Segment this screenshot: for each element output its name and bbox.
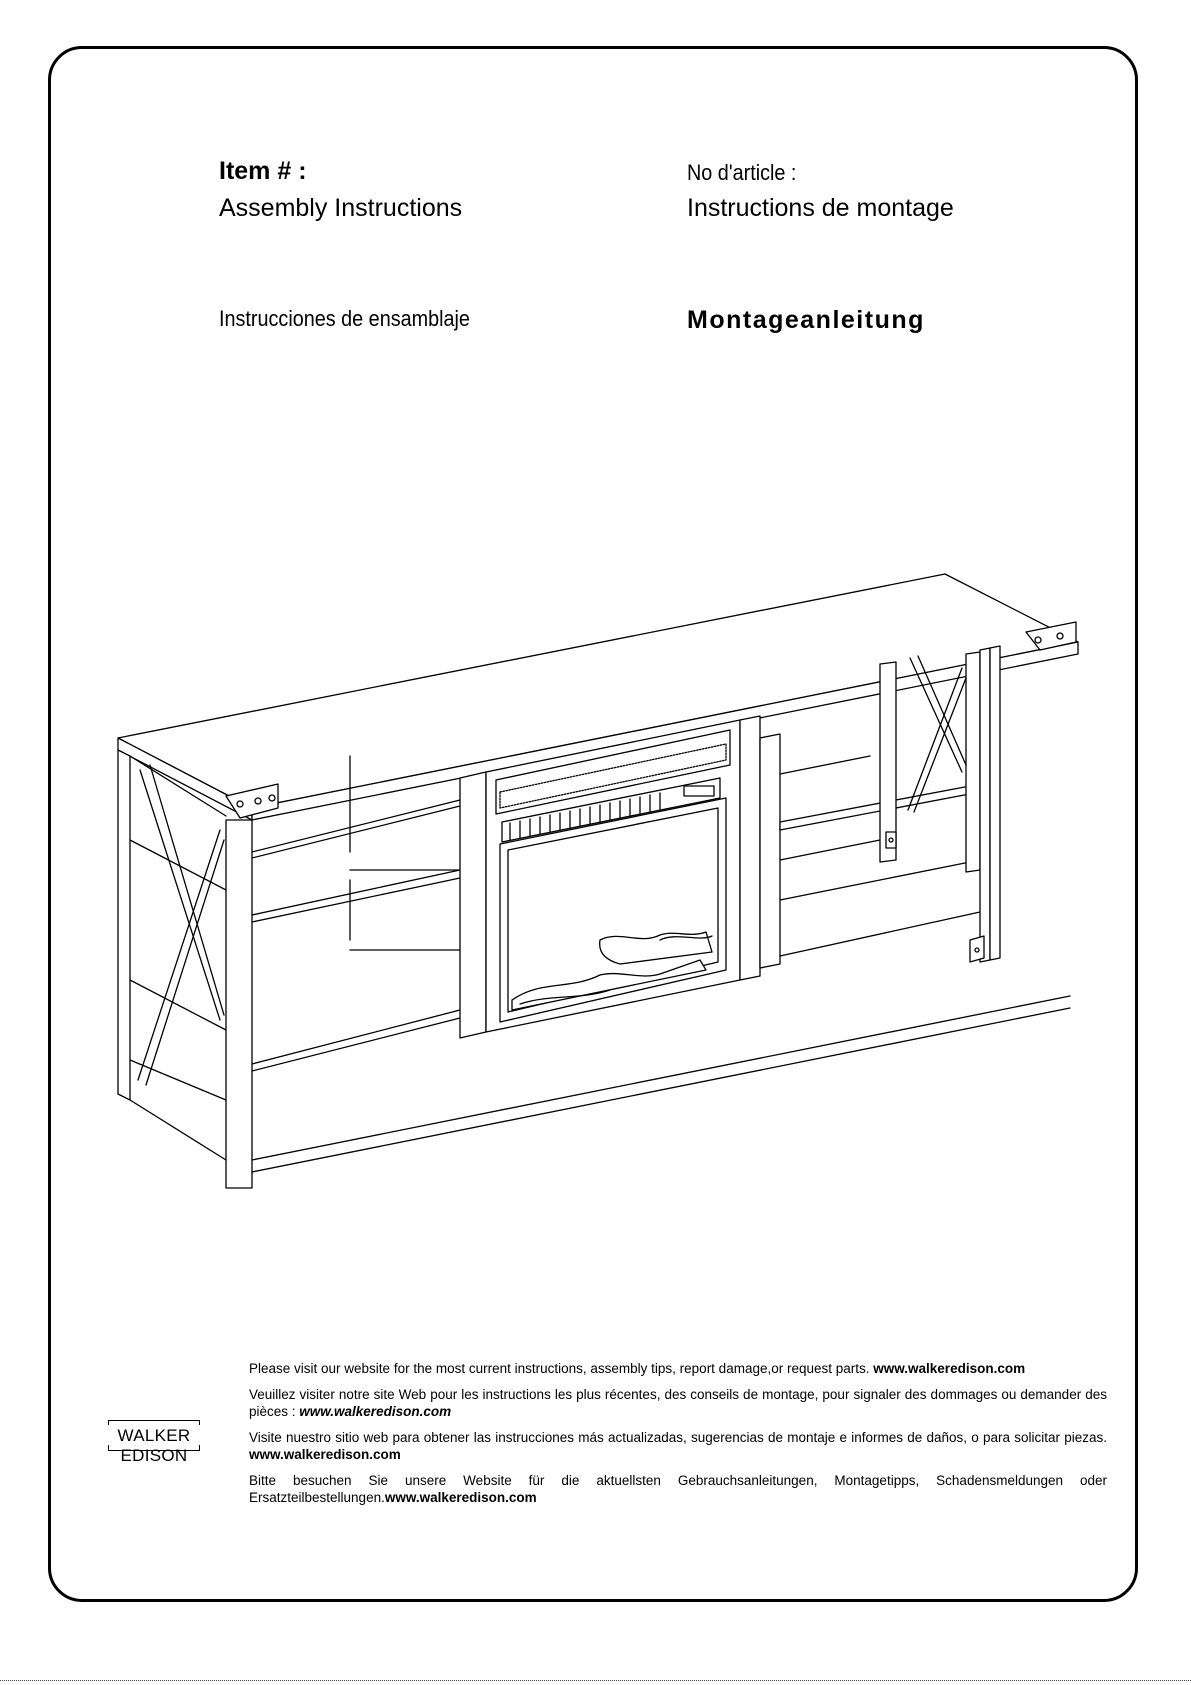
logo-top-rule [108, 1420, 200, 1421]
left-end-frame [118, 750, 252, 1188]
notice-french-text: Veuillez visiter notre site Web pour les instructions les plus récentes, des conseils de montage, pour signaler des dommages ou demander des pièces : [249, 1387, 1107, 1419]
logo-tick [199, 1420, 200, 1425]
notice-german-text: Bitte besuchen Sie unsere Website für die aktuellsten Gebrauchsanleitungen, Montagetipps, Schadensmeldungen oder Ersatzteilbestellungen. [249, 1473, 1107, 1505]
logo-tick [199, 1445, 200, 1450]
notice-english [249, 1360, 1107, 1377]
notice-french [249, 1386, 1107, 1420]
website-link[interactable]: www.walkeredison.com [873, 1361, 1026, 1376]
walker-edison-logo [82, 1420, 226, 1465]
website-link[interactable]: www.walkeredison.com [249, 1447, 401, 1462]
logo-bottom-rule [108, 1450, 200, 1451]
assembly-instructions-heading: Assembly Instructions [219, 194, 463, 222]
logo-text: WALKER EDISON [117, 1426, 191, 1465]
website-link[interactable]: www.walkeredison.com [384, 1490, 537, 1505]
logo-tick [108, 1445, 109, 1450]
website-link[interactable]: www.walkeredison.com [299, 1404, 452, 1419]
notice-spanish [249, 1429, 1107, 1463]
montageanleitung-heading: Montageanleitung [687, 306, 925, 334]
instructions-montage-heading: Instructions de montage [687, 194, 954, 222]
notice-english-text: Please visit our website for the most current instructions, assembly tips, report damage,or request parts. [249, 1361, 874, 1376]
notice-spanish-text: Visite nuestro sitio web para obtener las instrucciones más actualizadas, sugerencias de montaje e informes de daños, o para solicitar piezas. [249, 1430, 1107, 1445]
product-line-drawing [100, 560, 1100, 1200]
no-article-heading: No d'article : [687, 160, 797, 185]
instrucciones-heading: Instrucciones de ensamblaje [219, 306, 470, 331]
bottom-dotted-rule [0, 1680, 1191, 1681]
website-notice [249, 1360, 1107, 1515]
item-number-heading: Item # : [219, 157, 307, 185]
notice-german [249, 1472, 1107, 1506]
logo-tick [108, 1420, 109, 1425]
